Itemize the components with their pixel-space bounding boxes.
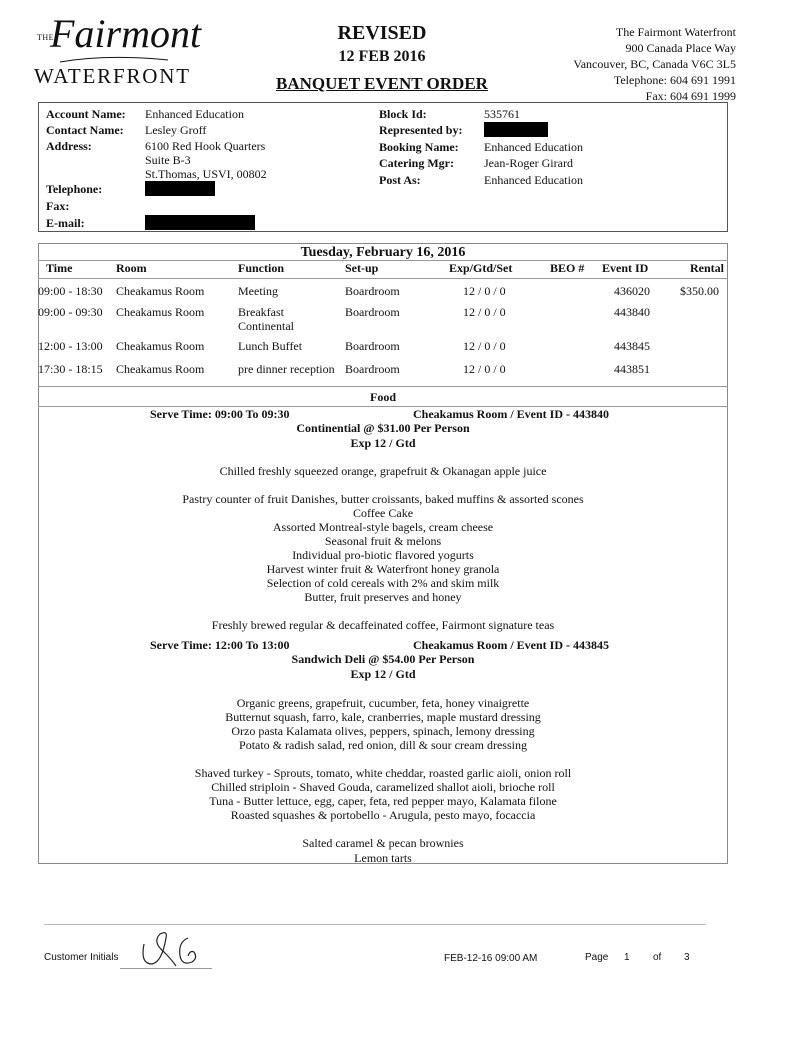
lunch-exp: Exp 12 / Gtd (350, 667, 416, 681)
row-2-event-id: 443840 (614, 305, 650, 319)
breakfast-exp: Exp 12 / Gtd (350, 436, 416, 450)
represented-by-redacted (484, 122, 548, 137)
row-1-rental: $350.00 (680, 284, 719, 298)
represented-by-label: Represented by: (379, 123, 463, 137)
block-id-value: 535761 (484, 107, 520, 121)
booking-name-label: Booking Name: (379, 140, 459, 154)
col-room: Room (116, 261, 147, 275)
address-line-1: 6100 Red Hook Quarters (145, 139, 266, 153)
contact-name-label: Contact Name: (46, 123, 124, 137)
lunch-sandwich: Roasted squashes & portobello - Arugula, pesto mayo, focaccia (230, 808, 536, 822)
status-title: REVISED (337, 22, 427, 44)
row-1-exp: 12 / 0 / 0 (463, 284, 506, 298)
row-3-setup: Boardroom (345, 339, 400, 353)
row-4-room: Cheakamus Room (116, 362, 205, 376)
row-4-time: 17:30 - 18:15 (38, 362, 103, 376)
food-heading: Food (369, 390, 396, 404)
row-3-event-id: 443845 (614, 339, 650, 353)
row-2-room: Cheakamus Room (116, 305, 205, 319)
lunch-menu: Sandwich Deli @ $54.00 Per Person (291, 652, 475, 666)
col-event-id: Event ID (602, 261, 649, 275)
row-2-function: Breakfast (238, 305, 284, 319)
breakfast-item: Coffee Cake (352, 506, 414, 520)
logo-script: Fairmont (50, 11, 202, 56)
venue-address (573, 24, 736, 104)
account-name-label: Account Name: (46, 107, 126, 121)
page-number: 1 (624, 952, 630, 963)
food-divider-top (38, 386, 728, 387)
block-id-label: Block Id: (379, 107, 427, 121)
breakfast-item: Selection of cold cereals with 2% and skim milk (266, 576, 500, 590)
booking-name-value: Enhanced Education (484, 140, 583, 154)
lunch-dessert: Salted caramel & pecan brownies (302, 836, 464, 850)
row-4-function: pre dinner reception (238, 362, 335, 376)
lunch-sandwich: Tuna - Butter lettuce, egg, caper, feta, red pepper mayo, Kalamata filone (209, 794, 557, 808)
row-2-exp: 12 / 0 / 0 (463, 305, 506, 319)
col-beo: BEO # (550, 261, 585, 275)
account-name-value: Enhanced Education (145, 107, 244, 121)
lunch-serve-time: Serve Time: 12:00 To 13:00 (150, 638, 290, 652)
lunch-salad: Organic greens, grapefruit, cucumber, feta, honey vinaigrette (236, 696, 530, 710)
initials-line (120, 968, 212, 969)
email-label: E-mail: (46, 216, 85, 230)
post-as-value: Enhanced Education (484, 173, 583, 187)
venue-fax: Fax: 604 691 1999 (645, 89, 736, 103)
col-exp: Exp/Gtd/Set (449, 261, 513, 275)
of-label: of (653, 952, 662, 963)
row-1-room: Cheakamus Room (116, 284, 205, 298)
venue-street: 900 Canada Place Way (625, 41, 736, 55)
breakfast-coffee: Freshly brewed regular & decaffeinated coffee, Fairmont signature teas (211, 618, 555, 632)
lunch-salad: Butternut squash, farro, kale, cranberries, maple mustard dressing (225, 710, 541, 724)
lunch-sandwich: Shaved turkey - Sprouts, tomato, white cheddar, roasted garlic aioli, onion roll (194, 766, 572, 780)
row-3-function: Lunch Buffet (238, 339, 303, 353)
row-2-function-line2: Continental (238, 319, 294, 333)
col-rental: Rental (690, 261, 724, 275)
address-line-2: Suite B-3 (145, 153, 191, 167)
breakfast-location: Cheakamus Room / Event ID - 443840 (413, 407, 610, 421)
breakfast-item: Assorted Montreal-style bagels, cream cheese (272, 520, 494, 534)
row-3-exp: 12 / 0 / 0 (463, 339, 506, 353)
row-3-room: Cheakamus Room (116, 339, 205, 353)
breakfast-item: Individual pro-biotic flavored yogurts (292, 548, 474, 562)
catering-mgr-value: Jean-Roger Girard (484, 156, 573, 170)
document-title: BANQUET EVENT ORDER (276, 74, 488, 93)
lunch-dessert: Lemon tarts (354, 851, 412, 865)
breakfast-serve-time: Serve Time: 09:00 To 09:30 (150, 407, 290, 421)
address-line-3: St.Thomas, USVI, 00802 (145, 167, 267, 181)
footer-divider (44, 924, 706, 925)
breakfast-menu: Continential @ $31.00 Per Person (296, 421, 470, 435)
row-1-time: 09:00 - 18:30 (38, 284, 103, 298)
venue-phone: Telephone: 604 691 1991 (613, 73, 736, 87)
row-4-setup: Boardroom (345, 362, 400, 376)
lunch-salad: Orzo pasta Kalamata olives, peppers, spinach, lemony dressing (231, 724, 535, 738)
lunch-salad: Potato & radish salad, red onion, dill & sour cream dressing (239, 738, 527, 752)
breakfast-item: Pastry counter of fruit Danishes, butter croissants, baked muffins & assorted scones (182, 492, 584, 506)
row-1-function: Meeting (238, 284, 278, 298)
breakfast-item: Butter, fruit preserves and honey (304, 590, 462, 604)
fax-label: Fax: (46, 199, 70, 213)
venue-name: The Fairmont Waterfront (615, 25, 736, 39)
customer-initials-signature (138, 928, 210, 970)
address-label: Address: (46, 139, 92, 153)
col-time: Time (46, 261, 73, 275)
post-as-label: Post As: (379, 173, 421, 187)
row-4-exp: 12 / 0 / 0 (463, 362, 506, 376)
logo-the: THE (37, 33, 55, 42)
lunch-sandwich: Chilled striploin - Shaved Gouda, caramelized shallot aioli, brioche roll (211, 780, 555, 794)
revision-date: 12 FEB 2016 (338, 48, 426, 65)
email-redacted (145, 215, 255, 230)
row-2-setup: Boardroom (345, 305, 400, 319)
row-1-event-id: 436020 (614, 284, 650, 298)
logo-waterfront: WATERFRONT (34, 64, 191, 88)
row-4-event-id: 443851 (614, 362, 650, 376)
lunch-location: Cheakamus Room / Event ID - 443845 (413, 638, 610, 652)
page-total: 3 (684, 952, 690, 963)
event-day-title: Tuesday, February 16, 2016 (300, 245, 466, 260)
customer-initials-label: Customer Initials (44, 952, 119, 963)
breakfast-juice: Chilled freshly squeezed orange, grapefruit & Okanagan apple juice (219, 464, 547, 478)
row-1-setup: Boardroom (345, 284, 400, 298)
venue-city: Vancouver, BC, Canada V6C 3L5 (573, 57, 736, 71)
col-setup: Set-up (345, 261, 379, 275)
contact-name-value: Lesley Groff (145, 123, 207, 137)
row-2-time: 09:00 - 09:30 (38, 305, 103, 319)
breakfast-item: Harvest winter fruit & Waterfront honey granola (266, 562, 500, 576)
col-function: Function (238, 261, 285, 275)
telephone-redacted (145, 181, 215, 196)
footer-timestamp: FEB-12-16 09:00 AM (444, 953, 538, 964)
row-3-time: 12:00 - 13:00 (38, 339, 103, 353)
food-divider-bottom (38, 406, 728, 407)
catering-mgr-label: Catering Mgr: (379, 156, 454, 170)
column-divider (38, 278, 728, 279)
telephone-label: Telephone: (46, 182, 103, 196)
breakfast-item: Seasonal fruit & melons (324, 534, 442, 548)
page-label: Page (585, 952, 609, 963)
